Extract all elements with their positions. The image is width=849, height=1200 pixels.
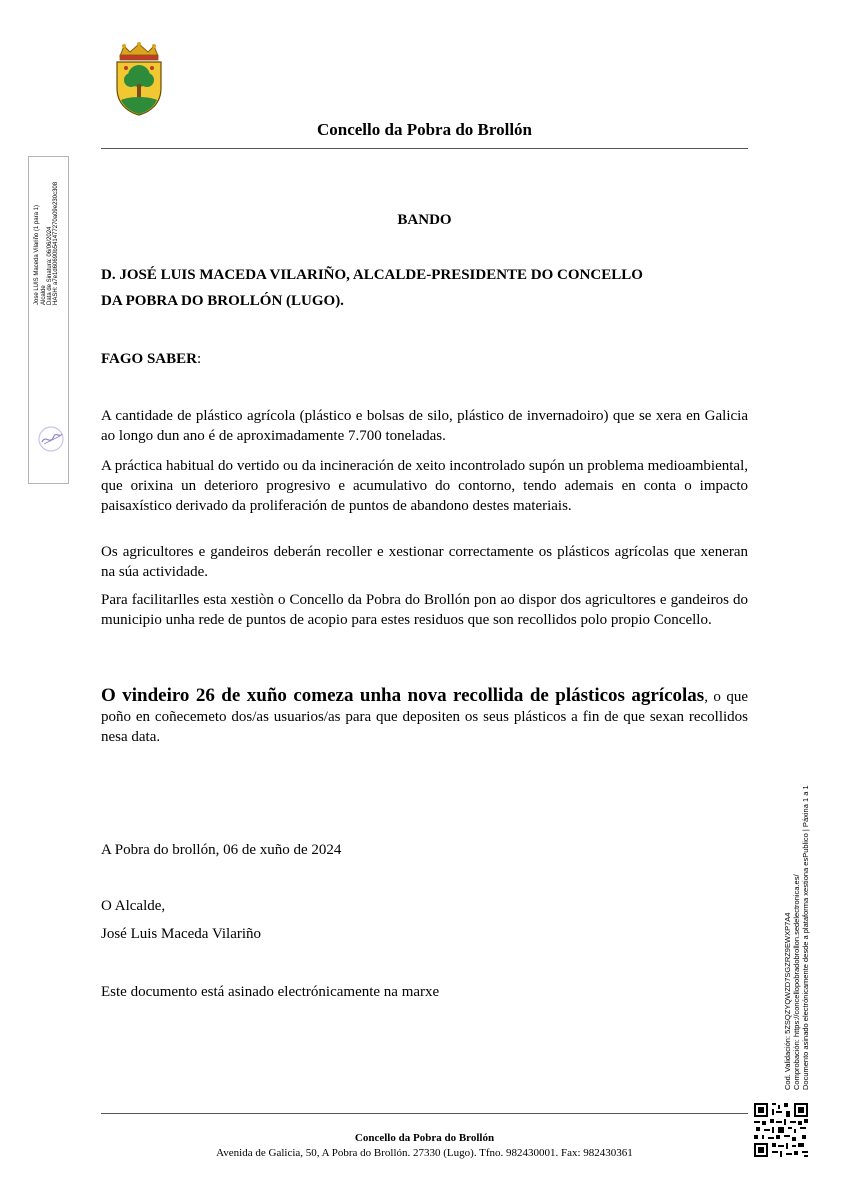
body-paragraph-1: A cantidade de plástico agrícola (plástico e bolsas de silo, plástico de invernadoiro) que se xera en Galicia ao longo dun ano é de aproximadamente 7.700 toneladas. (101, 408, 748, 444)
announcement-headline: O vindeiro 26 de xuño comeza unha nova recollida de plásticos agrícolas (101, 685, 705, 706)
footer-divider (101, 1113, 748, 1114)
announcement-paragraph (101, 686, 748, 747)
footer-address: Avenida de Galicia, 50, A Pobra do Brollón. 27330 (Lugo). Tfno. 982430001. Fax: 982430361 (216, 1147, 633, 1159)
date-place: A Pobra do brollón, 06 de xuño de 2024 (101, 842, 342, 858)
body-paragraph-2: A práctica habitual do vertido ou da incineración de xeito incontrolado supón un problema medioambiental, que orixina un deterioro progresivo e acumulativo do contorno, tendo ademais en conta o impacto paisaxístico derivado da proliferación de puntos de abandono destes materiais. (101, 458, 748, 514)
body-paragraph-4: Para facilitarlles esta xestiòn o Concello da Pobra do Brollón pon ao dispor dos agricultores e gandeiros do municipio unha rede de puntos de acopio para estes residuos que son recollidos polo propio Concello. (101, 592, 748, 628)
signature-signer-line: Jose LUIS Maceda Vilariño (1 para 1) (34, 205, 40, 305)
header-divider (101, 148, 748, 149)
signature-date-line: Data de Sinatura: 06/06/2024 (47, 226, 53, 305)
addressee (101, 262, 748, 314)
fago-saber-colon: : (196, 351, 202, 367)
validation-code: Cod. Validación: 5ZSQZYQWZD7SGZRZ9EWXP7A4 (783, 912, 792, 1090)
header-org-name: Concello da Pobra do Brollón (316, 120, 533, 139)
signature-hash-line: HASH: a7e1d60690b541477270a09e230c308 (53, 181, 59, 305)
body-paragraph-3: Os agricultores e gandeiros deberán recoller e xestionar correctamente os plásticos agrícolas que xeneran na súa actividade. (101, 544, 748, 580)
signature-stamp-icon (36, 424, 66, 454)
addressee-line-2: DA POBRA DO BROLLÓN (LUGO). (101, 293, 344, 309)
fago-saber-label: FAGO SABER (101, 351, 197, 367)
electronic-signature-note: Este documento está asinado electrónicamente na marxe (101, 984, 440, 1000)
document-title: BANDO (397, 212, 452, 228)
signature-role-line: Alcalde (41, 285, 47, 305)
fago-saber (101, 349, 201, 369)
validation-platform-note: Documento asinado electrónicamente desde a plataforma xestiona esPublico | Páxina 1 a 1 (801, 785, 810, 1090)
footer-org-name: Concello da Pobra do Brollón (354, 1132, 495, 1144)
signer-name: José Luis Maceda Vilariño (101, 926, 262, 942)
closing-title: O Alcalde, (101, 898, 166, 914)
validation-url: Comprobación: https://concellopobradobrollon.sedelectronica.es/ (792, 874, 801, 1090)
announcement-body: , o que poño en coñecemeto dos/as usuarios/as para que depositen os seus plásticos a fin de que sexan recollidos nesa data. (101, 689, 748, 745)
addressee-line-1: D. JOSÉ LUIS MACEDA VILARIÑO, ALCALDE-PRESIDENTE DO CONCELLO (101, 267, 643, 283)
coat-of-arms-logo (112, 42, 166, 116)
